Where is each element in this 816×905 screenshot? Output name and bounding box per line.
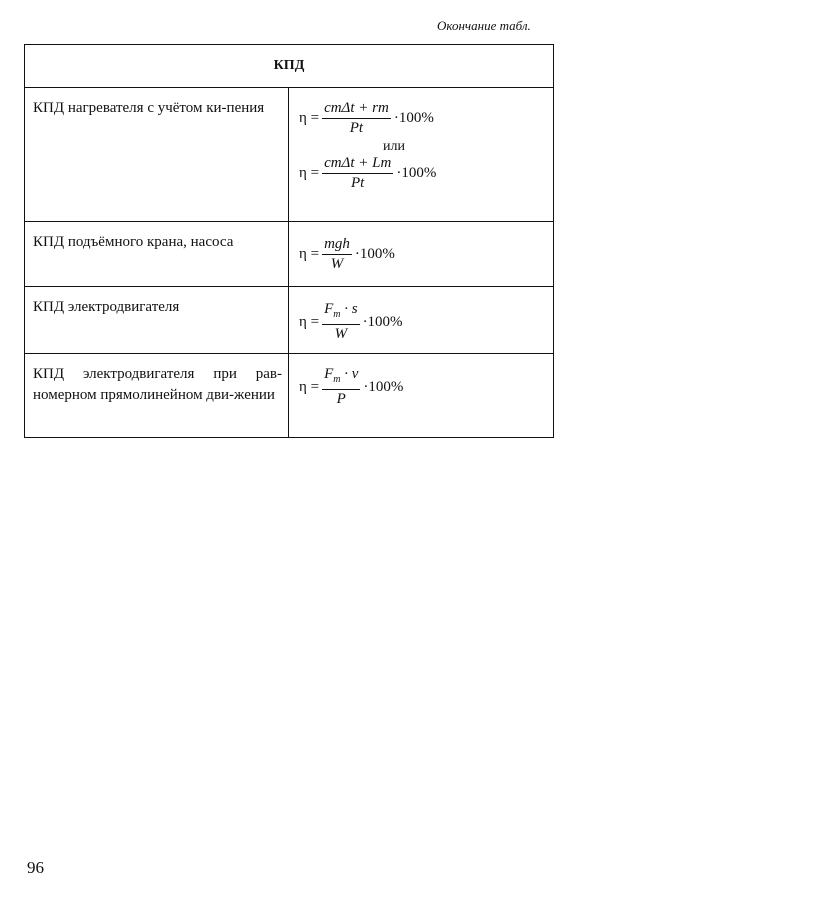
numerator-rest: · s: [340, 301, 358, 317]
formula-heater-boiling: [299, 100, 549, 137]
fraction: [322, 100, 391, 137]
table-header: КПД: [25, 45, 554, 88]
table-header-row: [25, 45, 554, 88]
fraction: [322, 301, 360, 343]
fraction: [322, 155, 393, 192]
formula-lhs: η =: [299, 246, 320, 262]
formula-lhs: η =: [299, 165, 320, 181]
fraction-numerator: [322, 366, 360, 390]
numerator-subscript: m: [333, 374, 341, 385]
formula-heater-melting: [299, 155, 549, 192]
fraction-denominator: W: [330, 256, 344, 272]
fraction-numerator: mgh: [322, 236, 352, 255]
efficiency-table: [24, 44, 554, 438]
row-label-motor: КПД электродвигателя: [25, 287, 289, 354]
row-label-crane: КПД подъёмного крана, насоса: [25, 222, 289, 287]
row-label-heater: КПД нагревателя с учётом ки-пения: [25, 88, 289, 222]
fraction-numerator: cmΔt + Lm: [322, 155, 393, 174]
formula-tail: ·100%: [362, 313, 403, 330]
numerator-subscript: m: [333, 309, 341, 320]
row-formula-motor-uniform: [289, 354, 554, 438]
fraction: [322, 236, 352, 273]
formula-crane: [299, 236, 549, 273]
formula-separator: или: [383, 139, 405, 154]
row-label-motor-uniform: КПД электродвигателя при рав-номерном прямолинейном дви-жении: [25, 354, 289, 438]
formula-tail: ·100%: [396, 165, 437, 181]
formula-lhs: η =: [299, 378, 320, 395]
row-formula-heater: [289, 88, 554, 222]
fraction: [322, 366, 360, 408]
fraction-denominator: W: [334, 326, 348, 342]
formula-motor-uniform: [299, 366, 549, 408]
formula-lhs: η =: [299, 313, 320, 330]
row-formula-crane: [289, 222, 554, 287]
fraction-denominator: P: [336, 391, 346, 407]
numerator-main: F: [324, 301, 334, 317]
table-row: [25, 287, 554, 354]
table-row: [25, 222, 554, 287]
fraction-denominator: Pt: [351, 175, 365, 191]
formula-tail: ·100%: [393, 110, 434, 126]
numerator-main: F: [324, 366, 334, 382]
formula-tail: ·100%: [363, 378, 404, 395]
formula-motor: [299, 301, 549, 343]
page-number: 96: [27, 858, 44, 877]
formula-lhs: η =: [299, 110, 320, 126]
fraction-numerator: [322, 301, 360, 325]
fraction-denominator: Pt: [349, 120, 364, 136]
table-row: [25, 354, 554, 438]
numerator-rest: · v: [340, 366, 359, 382]
fraction-numerator: cmΔt + rm: [322, 100, 391, 119]
row-formula-motor: [289, 287, 554, 354]
table-row: [25, 88, 554, 222]
table-caption: Окончание табл.: [437, 18, 531, 33]
formula-tail: ·100%: [354, 246, 395, 262]
